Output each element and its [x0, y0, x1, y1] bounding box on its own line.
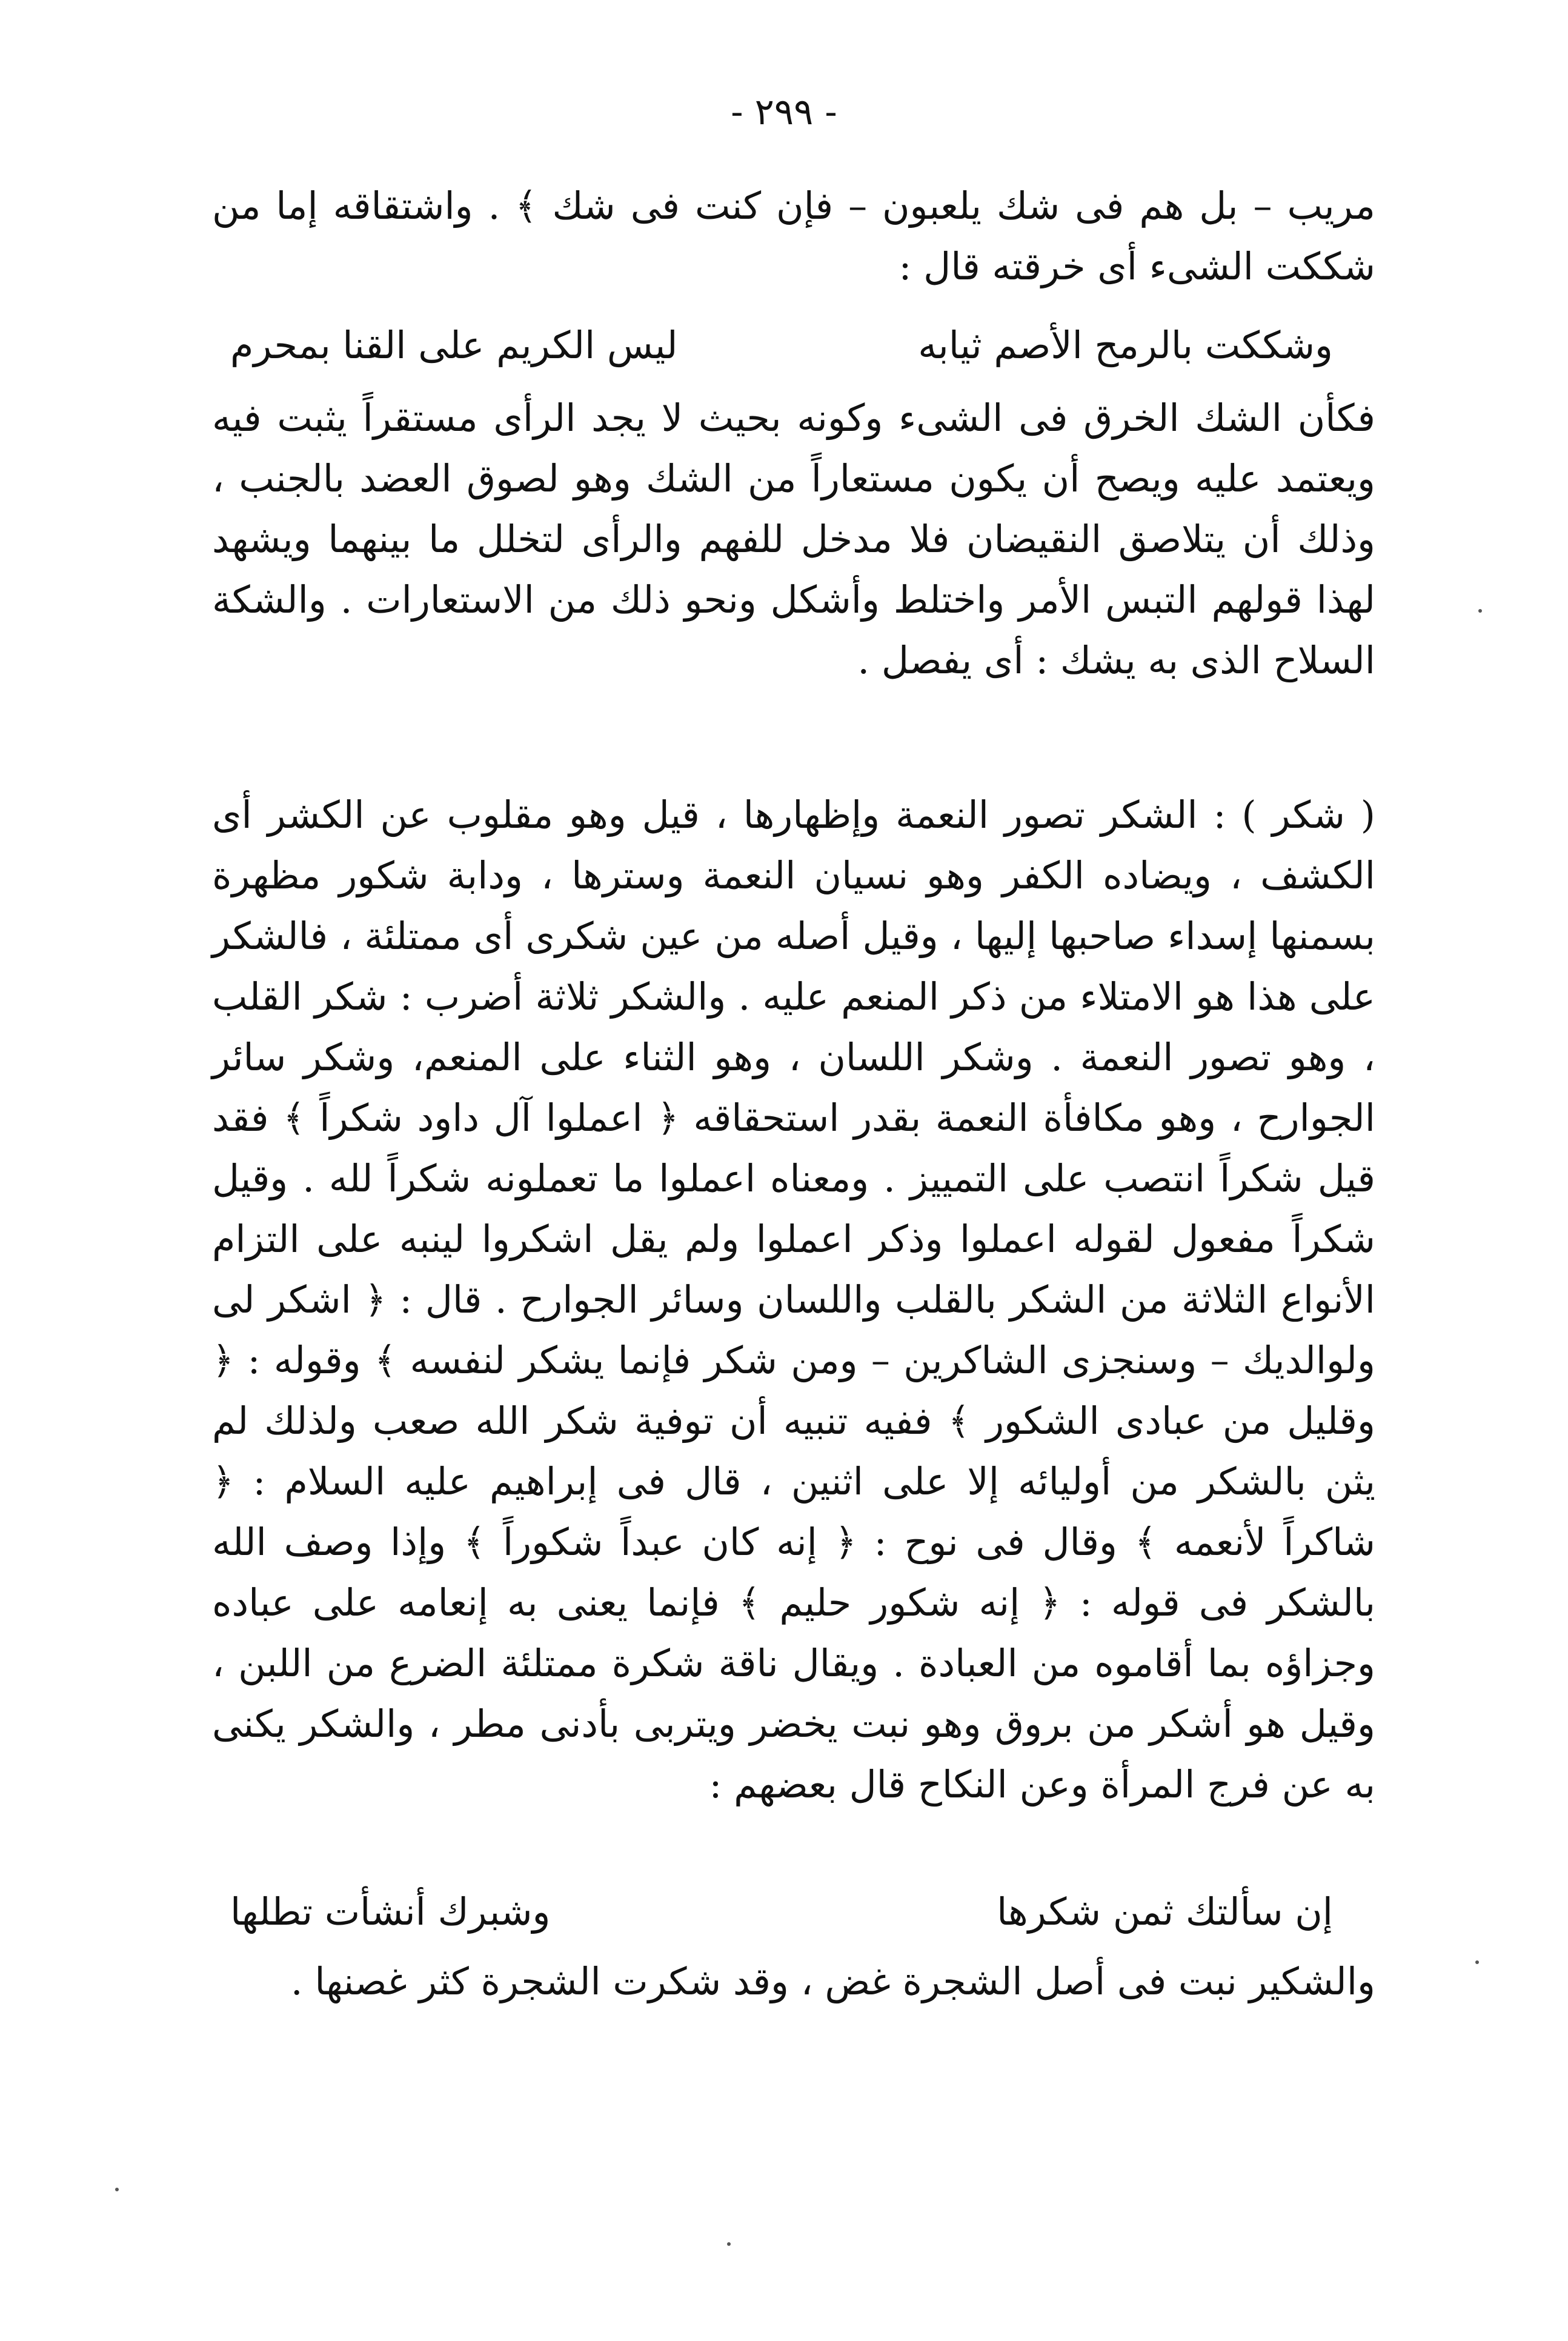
verse-second-hemistich: وشبرك أنشأت تطلها: [230, 1890, 551, 1934]
paragraph-shakk-explanation: [212, 388, 1375, 691]
verse-first-hemistich: وشككت بالرمح الأصم ثيابه: [918, 323, 1333, 367]
scan-speck: [727, 2242, 731, 2246]
verse-line: [230, 1882, 1333, 1942]
verse-line: [230, 315, 1333, 376]
scan-speck: [115, 2188, 119, 2191]
scan-speck: [1478, 609, 1482, 613]
verse-first-hemistich: إن سألتك ثمن شكرها: [997, 1890, 1333, 1934]
verse-second-hemistich: ليس الكريم على القنا بمحرم: [230, 323, 678, 367]
entry-shukr: [212, 785, 1375, 1815]
paragraph-text: ( شكر ) : الشكر تصور النعمة وإظهارها ، قيل وهو مقلوب عن الكشر أى الكشف ، ويضاده الكفر وهو نسيان النعمة وسترها ، ودابة شكور مظهرة بسمنها إسداء صاحبها إليها ، وقيل أصله من عين شكرى أى ممتلئة ، فالشكر على هذا هو الامتلاء من ذكر المنعم عليه . والشكر ثلاثة أضرب : شكر القلب ، وهو تصور النعمة . وشكر اللسان ، وهو الثناء على المنعم، وشكر سائر الجوارح ، وهو مكافأة النعمة بقدر استحقاقه ﴿ اعملوا آل داود شكراً ﴾ فقد قيل شكراً انتصب على التمييز . ومعناه اعملوا ما تعملونه شكراً لله . وقيل شكراً مفعول لقوله اعملوا وذكر اعملوا ولم يقل اشكروا لينبه على التزام الأنواع الثلاثة من الشكر بالقلب واللسان وسائر الجوارح . قال : ﴿ اشكر لى ولوالديك – وسنجزى الشاكرين – ومن شكر فإنما يشكر لنفسه ﴾ وقوله : ﴿ وقليل من عبادى الشكور ﴾ ففيه تنبيه أن توفية شكر الله صعب ولذلك لم يثن بالشكر من أوليائه إلا على اثنين ، قال فى إبراهيم عليه السلام : ﴿ شاكراً لأنعمه ﴾ وقال فى نوح : ﴿ إنه كان عبداً شكوراً ﴾ وإذا وصف الله بالشكر فى قوله : ﴿ إنه شكور حليم ﴾ فإنما يعنى به إنعامه على عباده وجزاؤه بما أقاموه من العبادة . ويقال ناقة شكرة ممتلئة الضرع من اللبن ، وقيل هو أشكر من بروق وهو نبت يخضر ويتربى بأدنى مطر ، والشكر يكنى به عن فرج المرأة وعن النكاح قال بعضهم :: [212, 793, 1376, 1807]
page-number: - ٢٩٩ -: [731, 91, 837, 133]
scan-speck: [1475, 1960, 1479, 1964]
paragraph-text: فكأن الشك الخرق فى الشىء وكونه بحيث لا يجد الرأى مستقراً يثبت فيه ويعتمد عليه ويصح أن يكون مستعاراً من الشك وهو لصوق العضد بالجنب ، وذلك أن يتلاصق النقيضان فلا مدخل للفهم والرأى لتخلل ما بينهما ويشهد لهذا قولهم التبس الأمر واختلط وأشكل ونحو ذلك من الاستعارات . والشكة السلاح الذى به يشك : أى يفصل .: [212, 396, 1375, 682]
paragraph-text: والشكير نبت فى أصل الشجرة غض ، وقد شكرت الشجرة كثر غصنها .: [290, 1959, 1375, 2003]
paragraph-continuation: [212, 176, 1375, 297]
paragraph-text: مريب – بل هم فى شك يلعبون – فإن كنت فى شك ﴾ . واشتقاقه إما من شككت الشىء أى خرقته قال :: [212, 184, 1375, 288]
paragraph-shakir: [212, 1951, 1375, 2012]
